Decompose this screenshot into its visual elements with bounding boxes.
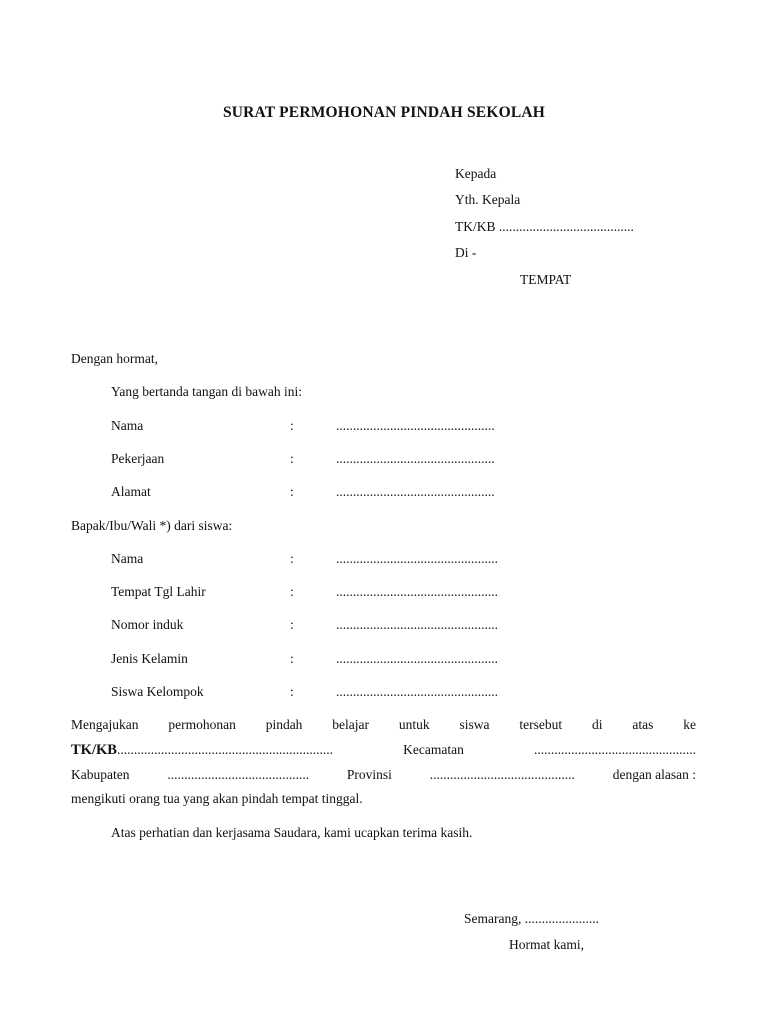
- field-dots: ................................................: [336, 651, 498, 666]
- regards: Hormat kami,: [509, 937, 584, 952]
- paragraph-line-1: [71, 717, 696, 733]
- address-line-tempat: TEMPAT: [520, 272, 572, 287]
- kecamatan-label: Kecamatan: [403, 742, 464, 757]
- address-line-di: Di -: [455, 245, 477, 260]
- field-dots: ................................................: [336, 584, 498, 599]
- field-dots: ................................................: [336, 617, 498, 632]
- field-colon: :: [290, 484, 294, 499]
- field-colon: :: [290, 451, 294, 466]
- kabupaten-dots: ..........................................: [167, 767, 310, 782]
- word: ke: [683, 717, 696, 732]
- tkkb-label: TK/KB: [71, 742, 117, 758]
- address-line-tkkb: TK/KB ........................................: [455, 219, 634, 234]
- field-colon: :: [290, 584, 294, 599]
- paragraph-line-3: [71, 767, 696, 783]
- field-colon: :: [290, 651, 294, 666]
- word: Mengajukan: [71, 717, 139, 732]
- alasan-label: dengan alasan :: [612, 767, 696, 782]
- tkkb-segment: [71, 742, 333, 759]
- field-label: Jenis Kelamin: [111, 651, 188, 666]
- word: di: [591, 717, 603, 732]
- page-title: SURAT PERMOHONAN PINDAH SEKOLAH: [222, 104, 546, 121]
- field-label: Tempat Tgl Lahir: [111, 584, 206, 599]
- word: belajar: [332, 717, 370, 732]
- place-date: Semarang, ......................: [464, 911, 599, 926]
- field-colon: :: [290, 617, 294, 632]
- word: siswa: [459, 717, 490, 732]
- field-dots: ...............................................: [336, 451, 495, 466]
- provinsi-label: Provinsi: [346, 767, 392, 782]
- word: tersebut: [519, 717, 563, 732]
- field-label: Nama: [111, 418, 144, 433]
- paragraph-line-4: mengikuti orang tua yang akan pindah tempat tinggal.: [71, 791, 363, 806]
- field-dots: ................................................: [336, 684, 498, 699]
- kecamatan-dots: ................................................: [534, 742, 696, 757]
- field-colon: :: [290, 684, 294, 699]
- greeting: Dengan hormat,: [71, 351, 158, 366]
- field-colon: :: [290, 551, 294, 566]
- field-label: Pekerjaan: [111, 451, 165, 466]
- word: pindah: [265, 717, 303, 732]
- field-label: Siswa Kelompok: [111, 684, 204, 699]
- word: untuk: [398, 717, 430, 732]
- provinsi-dots: ...........................................: [429, 767, 575, 782]
- paragraph-line-2: [71, 742, 696, 759]
- word: permohonan: [168, 717, 236, 732]
- field-label: Alamat: [111, 484, 151, 499]
- field-label: Nomor induk: [111, 617, 184, 632]
- closing-text: Atas perhatian dan kerjasama Saudara, kami ucapkan terima kasih.: [111, 825, 473, 840]
- address-line-kepada: Kepada: [455, 166, 497, 181]
- kabupaten-label: Kabupaten: [71, 767, 130, 782]
- field-dots: ...............................................: [336, 484, 495, 499]
- field-dots: ...............................................: [336, 418, 495, 433]
- word: atas: [632, 717, 654, 732]
- intro-text: Yang bertanda tangan di bawah ini:: [111, 384, 302, 399]
- field-dots: ................................................: [336, 551, 498, 566]
- field-colon: :: [290, 418, 294, 433]
- student-intro: Bapak/Ibu/Wali *) dari siswa:: [71, 518, 233, 533]
- tkkb-dots: ................................................................: [116, 742, 333, 757]
- field-label: Nama: [111, 551, 144, 566]
- address-line-yth: Yth. Kepala: [455, 192, 521, 207]
